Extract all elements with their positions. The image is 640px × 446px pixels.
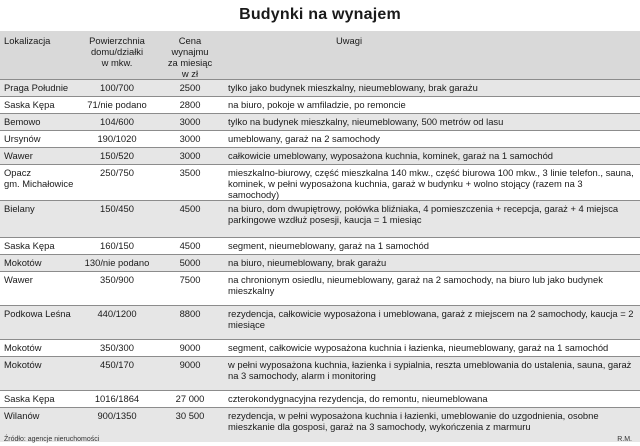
- cell-notes: w pełni wyposażona kuchnia, łazienka i sypialnia, reszta umeblowania do ustalenia, sauna, garaż na 3 samochody, alarm i monitoring: [224, 357, 640, 391]
- cell-area: 450/170: [78, 357, 156, 391]
- cell-location: Saska Kępa: [0, 391, 78, 408]
- cell-area: 350/900: [78, 272, 156, 306]
- cell-notes: na biuro, pokoje w amfiladzie, po remoncie: [224, 97, 640, 114]
- cell-area: 150/520: [78, 148, 156, 165]
- cell-price: 3500: [156, 165, 224, 201]
- cell-notes: segment, nieumeblowany, garaż na 1 samochód: [224, 238, 640, 255]
- table-row: [0, 80, 640, 97]
- cell-location: Bemowo: [0, 114, 78, 131]
- cell-area: 900/1350: [78, 408, 156, 442]
- cell-location: Saska Kępa: [0, 97, 78, 114]
- table-row: [0, 131, 640, 148]
- table-row: [0, 114, 640, 131]
- cell-area: 250/750: [78, 165, 156, 201]
- cell-notes: tylko jako budynek mieszkalny, nieumeblowany, brak garażu: [224, 80, 640, 97]
- table-row: [0, 340, 640, 357]
- cell-price: 3000: [156, 114, 224, 131]
- cell-price: 4500: [156, 201, 224, 238]
- rentals-table: [0, 31, 640, 442]
- cell-area: 71/nie podano: [78, 97, 156, 114]
- cell-location: Podkowa Leśna: [0, 306, 78, 340]
- column-header-area: Powierzchnia domu/działki w mkw.: [78, 31, 156, 80]
- cell-area: 190/1020: [78, 131, 156, 148]
- cell-location: Wilanów: [0, 408, 78, 442]
- table-row: [0, 272, 640, 306]
- table-row: [0, 148, 640, 165]
- cell-area: 440/1200: [78, 306, 156, 340]
- table-row: [0, 306, 640, 340]
- table-row: [0, 201, 640, 238]
- cell-price: 8800: [156, 306, 224, 340]
- cell-notes: na chronionym osiedlu, nieumeblowany, garaż na 2 samochody, na biuro lub jako budynek mieszkalny: [224, 272, 640, 306]
- cell-price: 2800: [156, 97, 224, 114]
- cell-location: Bielany: [0, 201, 78, 238]
- cell-price: 5000: [156, 255, 224, 272]
- cell-location: Mokotów: [0, 357, 78, 391]
- cell-area: 160/150: [78, 238, 156, 255]
- cell-location: Mokotów: [0, 340, 78, 357]
- cell-price: 4500: [156, 238, 224, 255]
- table-row: [0, 97, 640, 114]
- table-row: [0, 255, 640, 272]
- cell-notes: mieszkalno-biurowy, część mieszkalna 140 mkw., część biurowa 100 mkw., 3 linie telefon., sauna, kominek, w pełni wyposażona kuchnia, garaż w budynku + wolno stojący (razem na 3 samochody): [224, 165, 640, 201]
- page-title: Budynki na wynajem: [239, 6, 401, 23]
- column-header-price: Cena wynajmu za miesiąc w zł: [156, 31, 224, 80]
- cell-area: 1016/1864: [78, 391, 156, 408]
- cell-price: 27 000: [156, 391, 224, 408]
- cell-location: Wawer: [0, 148, 78, 165]
- cell-price: 2500: [156, 80, 224, 97]
- cell-area: 100/700: [78, 80, 156, 97]
- column-header-notes: Uwagi: [224, 31, 640, 80]
- cell-location: Saska Kępa: [0, 238, 78, 255]
- table-row: [0, 357, 640, 391]
- table-row: [0, 391, 640, 408]
- cell-price: 9000: [156, 340, 224, 357]
- source-note: Źródło: agencje nieruchomości: [4, 436, 100, 443]
- cell-location: Mokotów: [0, 255, 78, 272]
- table-header-row: [0, 31, 640, 80]
- cell-notes: na biuro, dom dwupiętrowy, połówka bliźniaka, 4 pomieszczenia + recepcja, garaż + 4 miejsca parkingowe wzdłuż posesji, kaucja = 1 miesiąc: [224, 201, 640, 238]
- cell-location: Ursynów: [0, 131, 78, 148]
- cell-area: 130/nie podano: [78, 255, 156, 272]
- cell-price: 9000: [156, 357, 224, 391]
- cell-price: 7500: [156, 272, 224, 306]
- cell-notes: na biuro, nieumeblowany, brak garażu: [224, 255, 640, 272]
- table-row: [0, 165, 640, 201]
- cell-area: 150/450: [78, 201, 156, 238]
- cell-price: 30 500: [156, 408, 224, 442]
- author-credit: R.M.: [617, 436, 632, 443]
- cell-notes: tylko na budynek mieszkalny, nieumeblowany, 500 metrów od lasu: [224, 114, 640, 131]
- cell-notes: rezydencja, w pełni wyposażona kuchnia i łazienki, umeblowanie do uzgodnienia, osobne mieszkanie dla gosposi, garaż na 3 samochody, wykończenia z marmuru: [224, 408, 640, 442]
- column-header-location: Lokalizacja: [0, 31, 78, 80]
- cell-location: Wawer: [0, 272, 78, 306]
- cell-location: Opacz gm. Michałowice: [0, 165, 78, 201]
- cell-price: 3000: [156, 148, 224, 165]
- cell-price: 3000: [156, 131, 224, 148]
- cell-notes: rezydencja, całkowicie wyposażona i umeblowana, garaż z miejscem na 2 samochody, kaucja = 2 miesiące: [224, 306, 640, 340]
- cell-notes: całkowicie umeblowany, wyposażona kuchnia, kominek, garaż na 1 samochód: [224, 148, 640, 165]
- cell-area: 350/300: [78, 340, 156, 357]
- cell-notes: umeblowany, garaż na 2 samochody: [224, 131, 640, 148]
- cell-notes: czterokondygnacyjna rezydencja, do remontu, nieumeblowana: [224, 391, 640, 408]
- table-body: [0, 80, 640, 442]
- cell-notes: segment, całkowicie wyposażona kuchnia i łazienka, nieumeblowany, garaż na 1 samochód: [224, 340, 640, 357]
- cell-location: Praga Południe: [0, 80, 78, 97]
- table-row: [0, 238, 640, 255]
- cell-area: 104/600: [78, 114, 156, 131]
